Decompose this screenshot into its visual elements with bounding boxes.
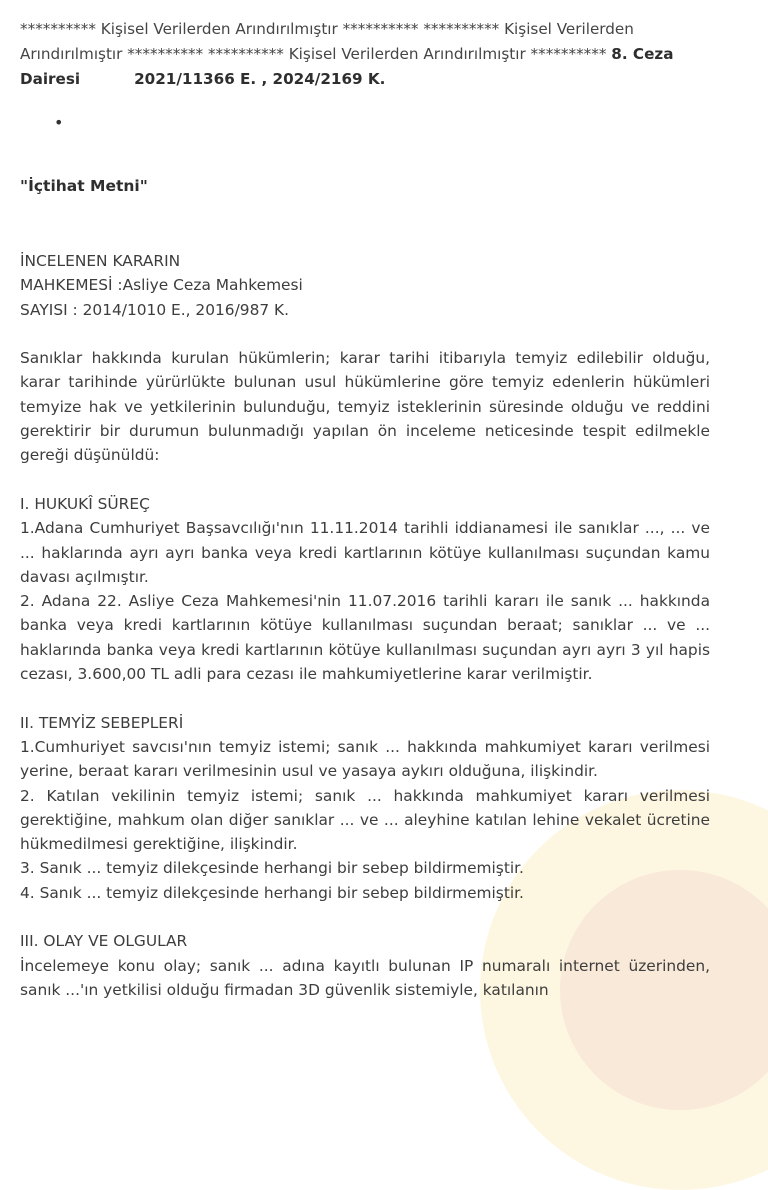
chamber-name: 8. Ceza (611, 45, 674, 63)
section-2-paragraph-2: 2. Katılan vekilinin temyiz istemi; sanık ... hakkında mahkumiyet kararı verilmesi gerektiğine, mahkum olan diğer sanıklar ... ve ... aleyhine katılan lehine vekalet ücretine hükmedilmesi gerektiğine, ilişkindir. (20, 786, 710, 854)
intro-paragraph: Sanıklar hakkında kurulan hükümlerin; karar tarihi itibarıyla temyiz edilebilir olduğu, karar tarihinde yürürlükte bulunan usul hükümlerine göre temyiz edenlerin hükümleri temyize hak ve yetkilerinin bulunduğu, temyiz isteklerinin süresinde olduğu ve reddini gerektirir bir durumun bulunmadığı yapılan ön inceleme neticesinde tespit edilmekle gereği düşünüldü: (20, 349, 710, 465)
section-2-paragraph-3: 3. Sanık ... temyiz dilekçesinde herhangi bir sebep bildirmemiştir. (20, 859, 524, 878)
chamber-suffix: Dairesi (20, 70, 81, 88)
decision-court: MAHKEMESİ :Asliye Ceza Mahkemesi (20, 276, 303, 295)
section-1-paragraph-2: 2. Adana 22. Asliye Ceza Mahkemesi'nin 11.07.2016 tarihli kararı ile sanık ... hakkında banka veya kredi kartlarının kötüye kullanılması suçundan beraat; sanıklar ... ve ... haklarında banka veya kredi kartlarının kötüye kullanılması suçundan ayrı ayrı 3 yıl hapis cezası, 3.600,00 TL adli para cezası ile mahkumiyetlerine karar verilmiştir. (20, 592, 710, 684)
section-2-heading: II. TEMYİZ SEBEPLERİ (20, 713, 184, 732)
decision-number: SAYISI : 2014/1010 E., 2016/987 K. (20, 300, 290, 319)
section-1-heading: I. HUKUKÎ SÜREÇ (20, 494, 150, 513)
section-2-paragraph-1: 1.Cumhuriyet savcısı'nın temyiz istemi; sanık ... hakkında mahkumiyet kararı verilmesi yerine, beraat kararı verilmesinin usul ve yasaya aykırı olduğuna, ilişkindir. (20, 737, 710, 781)
case-number: 2021/11366 E. , 2024/2169 K. (134, 70, 386, 88)
document-header (20, 17, 710, 92)
header-line-1: ********** Kişisel Verilerden Arındırılmıştır ********** ********** Kişisel Verilerden (20, 20, 634, 38)
header-line-2 (20, 42, 710, 67)
document-body (20, 249, 710, 1002)
document-page (20, 17, 710, 999)
decision-heading: İNCELENEN KARARIN (20, 252, 181, 270)
header-line-3 (20, 67, 710, 92)
bullet-point: • (54, 113, 64, 132)
section-3-paragraph-1: İncelemeye konu olay; sanık ... adına kayıtlı bulunan IP numaralı internet üzerinden, sanık ...'ın yetkilisi olduğu firmadan 3D güvenlik sistemiyle, katılanın (20, 956, 710, 999)
section-2-paragraph-4: 4. Sanık ... temyiz dilekçesinde herhangi bir sebep bildirmemiştir. (20, 883, 524, 902)
header-redaction-text: Arındırılmıştır ********** ********** Kişisel Verilerden Arındırılmıştır ********** (20, 45, 612, 63)
document-title: "İçtihat Metni" (20, 177, 148, 195)
section-3-heading: III. OLAY VE OLGULAR (20, 932, 188, 951)
section-1-paragraph-1: 1.Adana Cumhuriyet Başsavcılığı'nın 11.11.2014 tarihli iddianamesi ile sanıklar ..., ... ve ... haklarında ayrı ayrı banka veya kredi kartlarının kötüye kullanılması suçundan kamu davası açılmıştır. (20, 519, 710, 586)
